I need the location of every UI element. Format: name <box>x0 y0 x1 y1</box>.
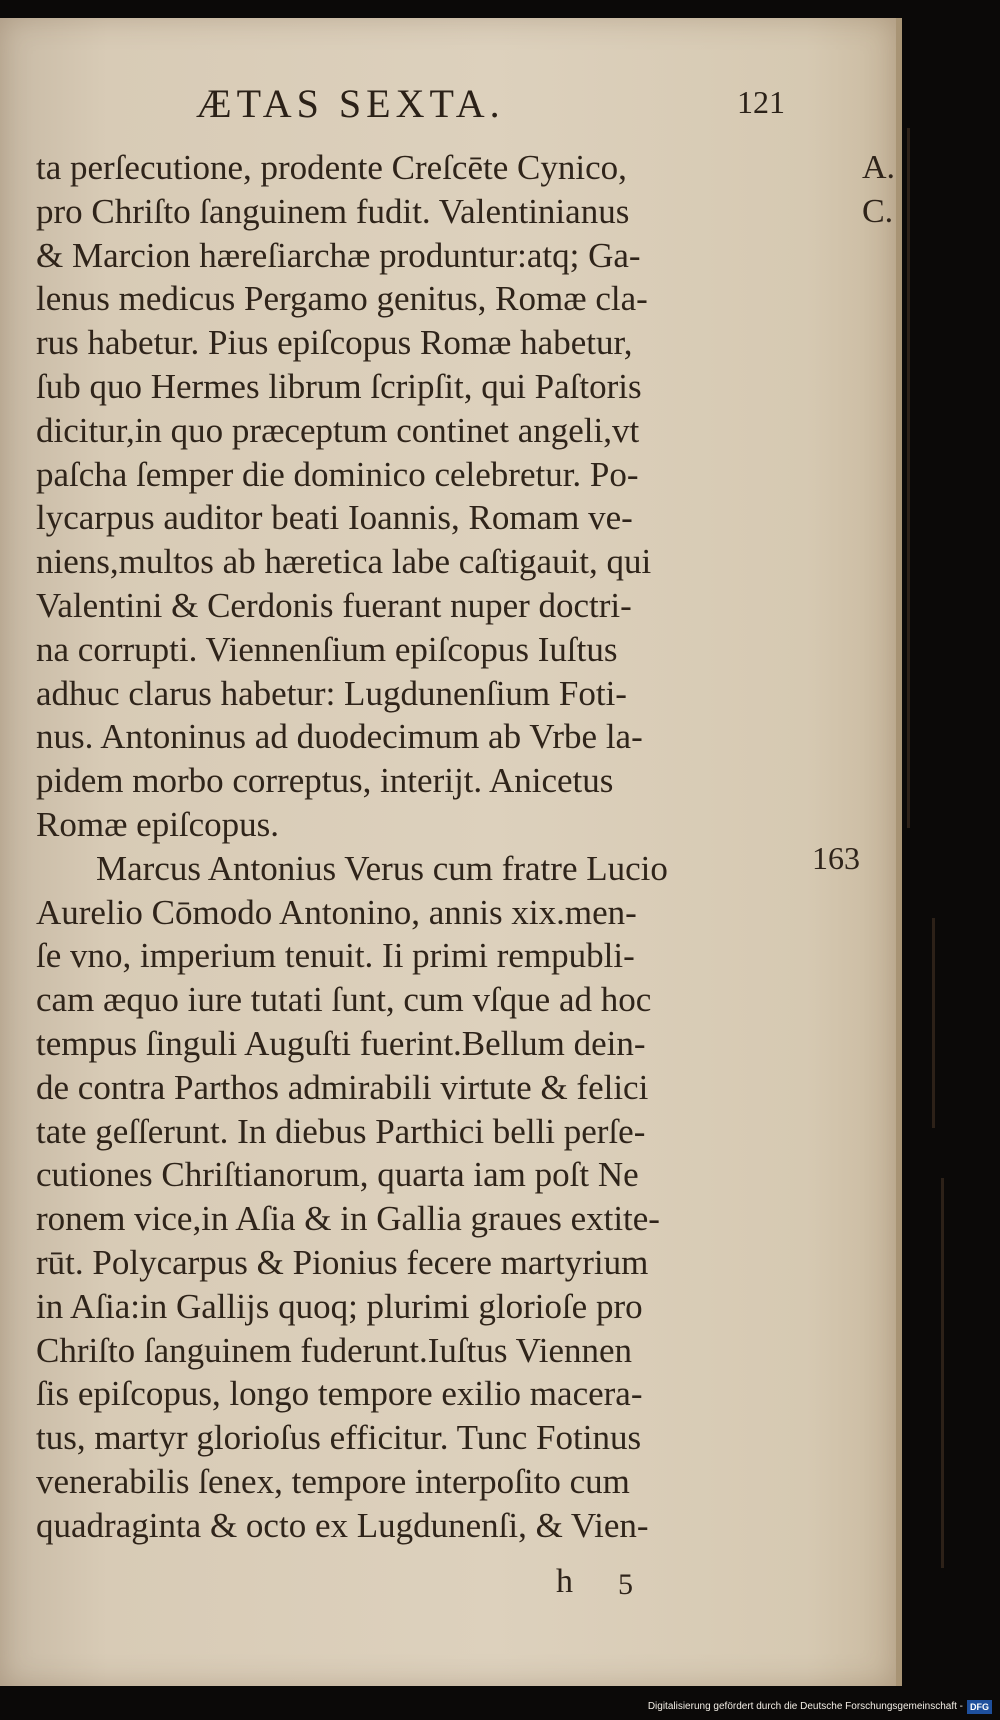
credit-text: Digitalisierung gefördert durch die Deutsche Forschungsgemeinschaft - <box>647 1701 963 1712</box>
text-line: ſe vno, imperium tenuit. Ii primi rempubli- <box>36 936 635 976</box>
running-title: ÆTAS SEXTA. <box>196 81 505 126</box>
text-line: Valentini & Cerdonis fuerant nuper doctri- <box>36 585 632 625</box>
margin-year: 163 <box>812 840 860 876</box>
text-line: tempus ſinguli Auguſti fuerint.Bellum dein- <box>36 1023 646 1063</box>
text-line: cutiones Chriſtianorum, quarta iam poſt Ne <box>36 1155 639 1195</box>
text-line: in Aſia:in Gallijs quoq; plurimi glorioſe pro <box>36 1286 643 1326</box>
text-line: adhuc clarus habetur: Lugdunenſium Foti- <box>36 673 627 713</box>
text-line: paſcha ſemper die dominico celebretur. Po- <box>36 454 639 494</box>
text-line: tus, martyr glorioſus efficitur. Tunc Fotinus <box>36 1418 642 1458</box>
text-line: nus. Antoninus ad duodecimum ab Vrbe la- <box>36 717 643 757</box>
text-line: ronem vice,in Aſia & in Gallia graues extite- <box>36 1199 660 1239</box>
text-line: pidem morbo correptus, interijt. Anicetus <box>36 761 614 801</box>
text-line: Aurelio Cōmodo Antonino, annis xix.men- <box>36 892 637 932</box>
catchword: 5 <box>618 1568 633 1601</box>
text-line: rus habetur. Pius epiſcopus Romæ habetur, <box>36 323 633 363</box>
page-number: 121 <box>737 84 785 120</box>
text-line: rūt. Polycarpus & Pionius fecere martyrium <box>36 1242 649 1282</box>
text-line: ſis epiſcopus, longo tempore exilio macera- <box>36 1374 643 1414</box>
margin-rule <box>941 1178 944 1568</box>
text-line: de contra Parthos admirabili virtute & felici <box>36 1067 649 1107</box>
text-line: niens,multos ab hæretica labe caſtigauit, qui <box>36 542 652 582</box>
page-header <box>0 80 896 140</box>
text-line: na corrupti. Viennenſium epiſcopus Iuſtus <box>36 629 618 669</box>
body-text <box>36 146 806 1548</box>
text-line: Romæ epiſcopus. <box>36 804 280 844</box>
margin-rule <box>932 918 935 1128</box>
text-line: cam æquo iure tutati ſunt, cum vſque ad hoc <box>36 980 652 1020</box>
text-line: dicitur,in quo præceptum continet angeli,vt <box>36 410 640 450</box>
text-line: Marcus Antonius Verus cum fratre Lucio <box>96 848 668 888</box>
digitization-credit <box>648 1698 992 1716</box>
scanned-page <box>0 18 1000 1718</box>
text-line: lycarpus auditor beati Ioannis, Romam ve- <box>36 498 633 538</box>
margin-era-label: A. C. <box>862 149 896 230</box>
text-line: ſub quo Hermes librum ſcripſit, qui Paſtoris <box>36 366 642 406</box>
text-line: lenus medicus Pergamo genitus, Romæ cla- <box>36 279 648 319</box>
text-line: venerabilis ſenex, tempore interpoſito cum <box>36 1461 630 1501</box>
margin-rule <box>907 128 910 828</box>
text-line: Chriſto ſanguinem fuderunt.Iuſtus Viennen <box>36 1330 633 1370</box>
signature-mark: h <box>556 1563 573 1600</box>
text-line: quadraginta & octo ex Lugdunenſi, & Vien- <box>36 1505 649 1545</box>
text-line: pro Chriſto ſanguinem fudit. Valentinianus <box>36 191 630 231</box>
text-line: tate geſſerunt. In diebus Parthici belli perſe- <box>36 1111 646 1151</box>
page-paper <box>0 18 902 1686</box>
dfg-logo-badge: DFG <box>967 1700 992 1714</box>
text-line: ta perſecutione, prodente Creſcēte Cynico, <box>36 148 627 187</box>
text-line: & Marcion hæreſiarchæ produntur:atq; Ga- <box>36 235 641 275</box>
